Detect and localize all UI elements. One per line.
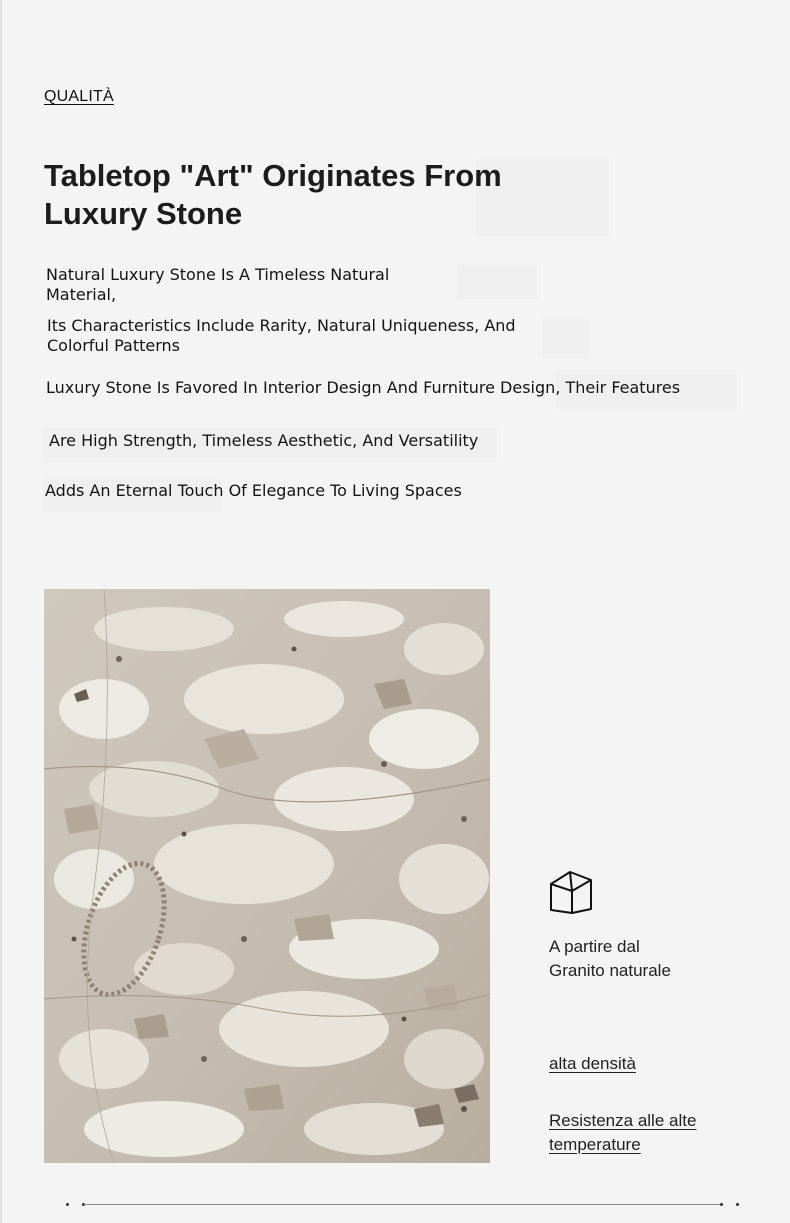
house-icon <box>548 869 594 915</box>
origin-line: Granito naturale <box>549 961 671 980</box>
description-line: Its Characteristics Include Rarity, Natural Uniqueness, And Colorful Patterns <box>47 316 516 355</box>
divider-dot <box>66 1203 69 1206</box>
page-title: Tabletop "Art" Originates From Luxury Stone <box>44 158 502 231</box>
section-label[interactable]: QUALITÀ <box>44 88 114 105</box>
description-line: Luxury Stone Is Favored In Interior Design And Furniture Design, Their Features <box>46 378 681 397</box>
origin-line: A partire dal <box>549 937 640 956</box>
density-link[interactable]: alta densità <box>549 1054 636 1073</box>
material-origin <box>549 935 749 983</box>
description-line: Adds An Eternal Touch Of Elegance To Living Spaces <box>45 481 462 500</box>
divider-dot <box>720 1203 723 1206</box>
description-line: Natural Luxury Stone Is A Timeless Natural Material, <box>46 265 390 304</box>
heat-resistance-link[interactable] <box>549 1109 749 1157</box>
bottom-divider <box>84 1204 720 1205</box>
ghost-block <box>542 318 590 358</box>
divider-dot <box>736 1203 739 1206</box>
description-line: Are High Strength, Timeless Aesthetic, And Versatility <box>49 431 479 450</box>
heat-line: temperature <box>549 1135 641 1154</box>
heat-line: Resistenza alle alte <box>549 1111 697 1130</box>
ghost-block <box>457 265 537 299</box>
stone-texture-image <box>44 589 490 1163</box>
